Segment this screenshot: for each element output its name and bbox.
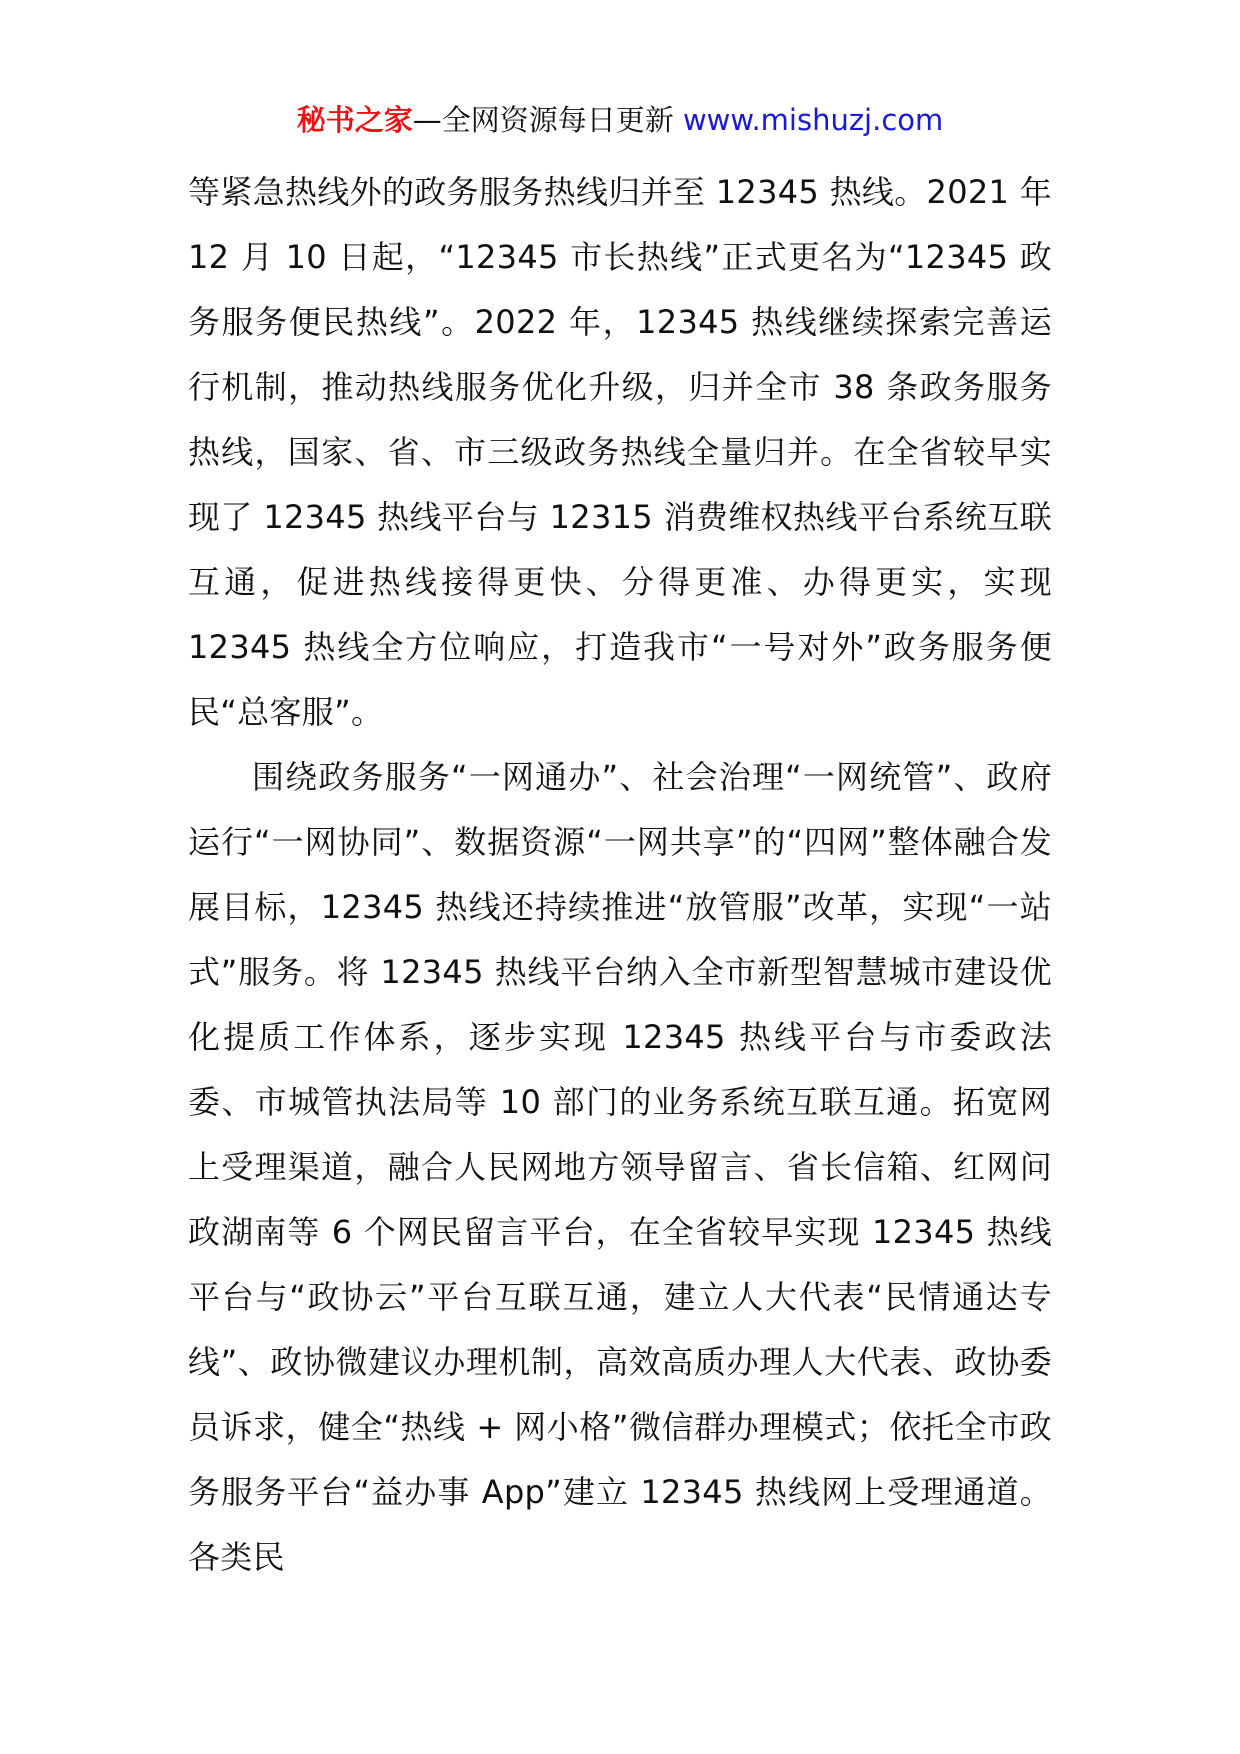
paragraph-2: 围绕政务服务“一网通办”、社会治理“一网统管”、政府运行“一网协同”、数据资源“一网共享”的“四网”整体融合发展目标，12345 热线还持续推进“放管服”改革，实现“一站式”服务。将 12345 热线平台纳入全市新型智慧城市建设优化提质工作体系，逐步实现 12345 热线平台与市委政法委、市城管执法局等 10 部门的业务系统互联互通。拓宽网上受理渠道，融合人民网地方领导留言、省长信箱、红网问政湖南等 6 个网民留言平台，在全省较早实现 12345 热线平台与“政协云”平台互联互通，建立人大代表“民情通达专线”、政协微建议办理机制，高效高质办理人大代表、政协委员诉求，健全“热线 + 网小格”微信群办理模式；依托全市政务服务平台“益办事 App”建立 12345 热线网上受理通道。各类民 — [188, 758, 1052, 1576]
site-tagline: —全网资源每日更新 — [412, 103, 683, 137]
site-url-link[interactable]: www.mishuzj.com — [682, 103, 944, 137]
document-body — [188, 160, 1052, 1590]
paragraph-1: 等紧急热线外的政务服务热线归并至 12345 热线。2021 年 12 月 10 日起，“12345 市长热线”正式更名为“12345 政务服务便民热线”。2022 年，12345 热线继续探索完善运行机制，推动热线服务优化升级，归并全市 38 条政务服务热线，国家、省、市三级政务热线全量归并。在全省较早实现了 12345 热线平台与 12315 消费维权热线平台系统互联互通，促进热线接得更快、分得更准、办得更实，实现 12345 热线全方位响应，打造我市“一号对外”政务服务便民“总客服”。 — [188, 173, 1052, 731]
site-header — [0, 100, 1240, 140]
site-brand: 秘书之家 — [296, 103, 413, 137]
